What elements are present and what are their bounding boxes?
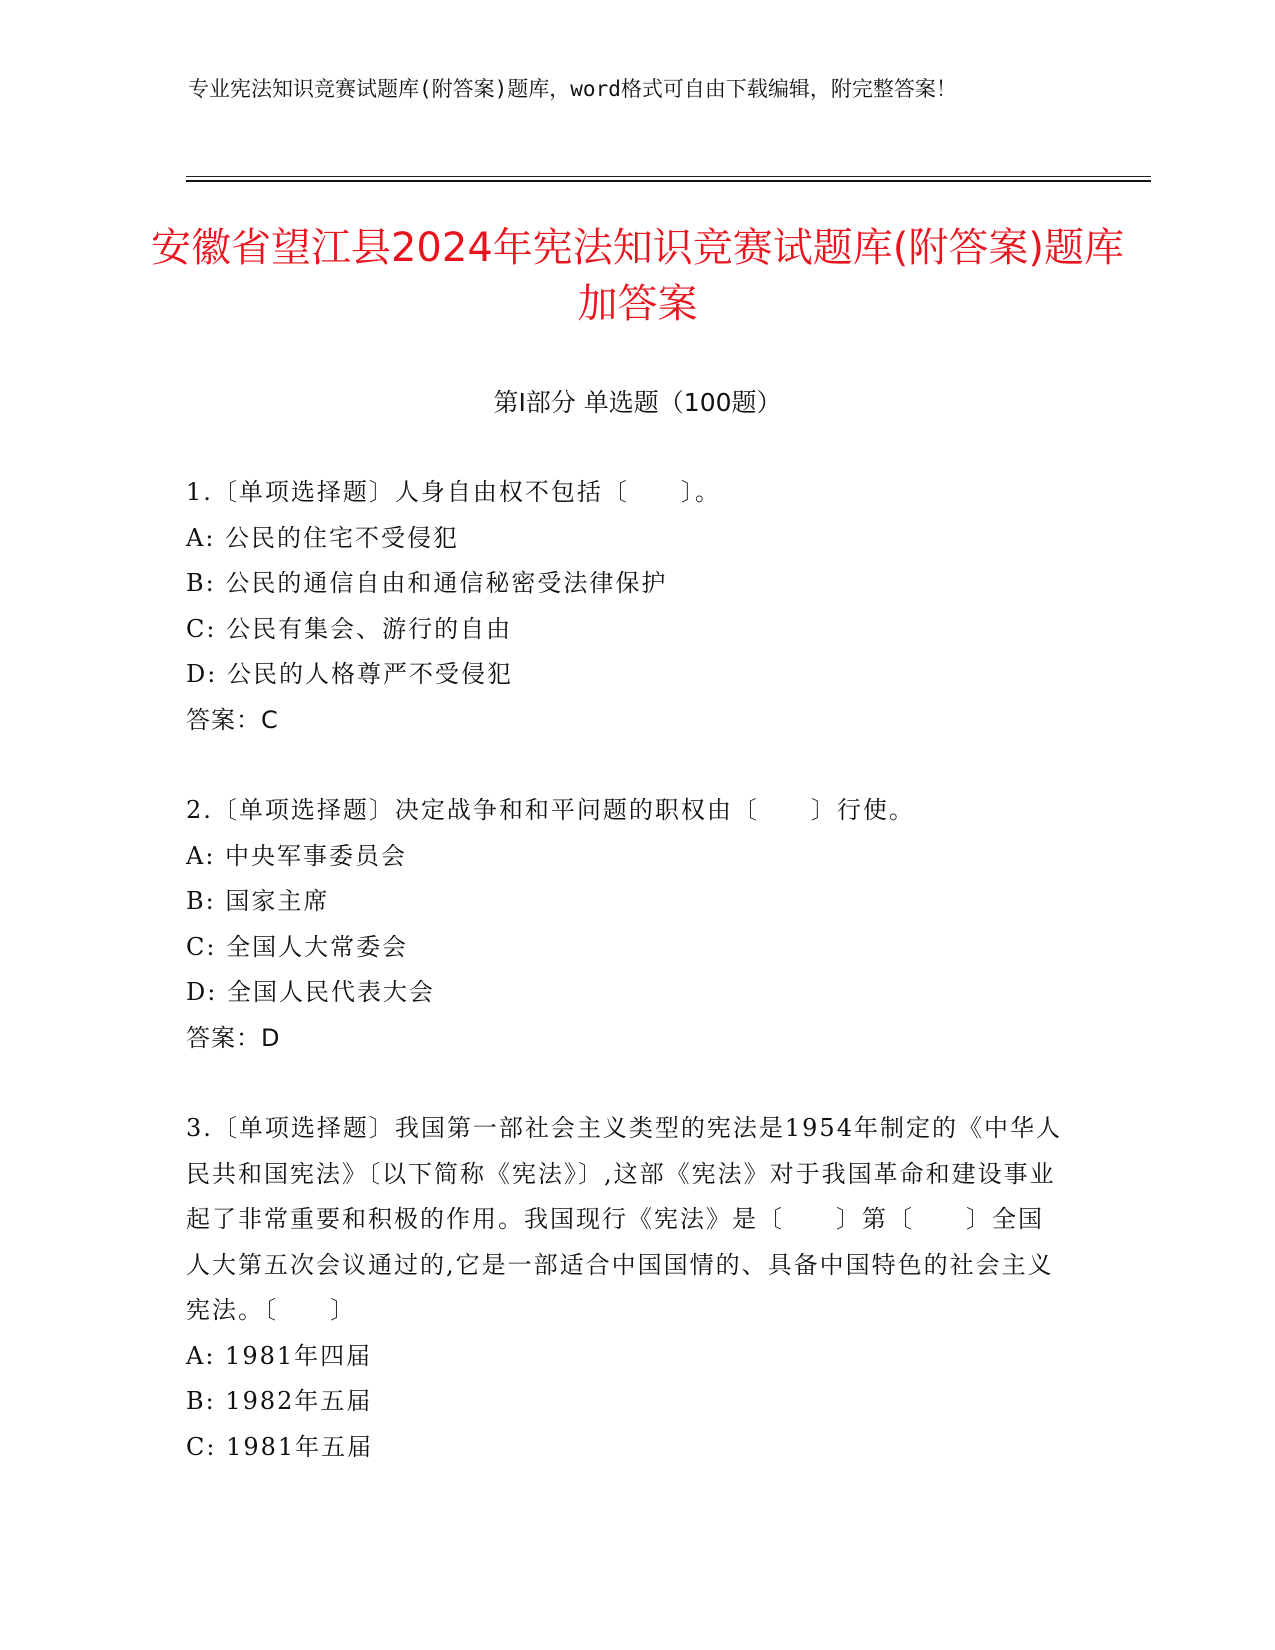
question-1 <box>186 470 1066 743</box>
option-a: A: 公民的住宅不受侵犯 <box>186 523 460 552</box>
option-c: C: 全国人大常委会 <box>186 932 409 961</box>
question-2 <box>186 788 1066 1061</box>
header-divider-thin <box>186 176 1151 177</box>
section-heading: 第Ⅰ部分 单选题（100题） <box>493 388 782 417</box>
question-3 <box>186 1106 1066 1470</box>
header-note: 专业宪法知识竞赛试题库(附答案)题库，word格式可自由下载编辑，附完整答案！ <box>188 77 957 101</box>
option-b: B: 国家主席 <box>186 887 330 915</box>
question-stem: 3.〔单项选择题〕我国第一部社会主义类型的宪法是1954年制定的《中华人民共和国宪法》〔以下简称《宪法》〕,这部《宪法》对于我国革命和建设事业起了非常重要和积极的作用。我国现行《宪法》是〔 〕第〔 〕全国人大第五次会议通过的,它是一部适合中国国情的、具备中国特色的社会主义宪法。〔 〕 <box>186 1114 1062 1324</box>
option-b: B: 1982年五届 <box>186 1387 373 1415</box>
question-stem: 2.〔单项选择题〕决定战争和和平问题的职权由〔 〕行使。 <box>186 796 915 824</box>
question-stem: 1.〔单项选择题〕人身自由权不包括〔 〕。 <box>186 478 721 506</box>
header-divider-thick <box>186 180 1151 182</box>
option-c: C: 公民有集会、游行的自由 <box>186 614 513 643</box>
option-c: C: 1981年五届 <box>186 1432 374 1461</box>
option-a: A: 中央军事委员会 <box>186 841 408 870</box>
answer: 答案：C <box>186 705 279 734</box>
answer: 答案：D <box>186 1023 281 1052</box>
document-title: 安徽省望江县2024年宪法知识竞赛试题库(附答案)题库加答案 <box>150 225 1124 327</box>
option-b: B: 公民的通信自由和通信秘密受法律保护 <box>186 569 668 597</box>
question-list <box>186 470 1066 1515</box>
option-d: D: 全国人民代表大会 <box>186 978 435 1006</box>
option-a: A: 1981年四届 <box>186 1341 373 1370</box>
option-d: D: 公民的人格尊严不受侵犯 <box>186 660 513 688</box>
